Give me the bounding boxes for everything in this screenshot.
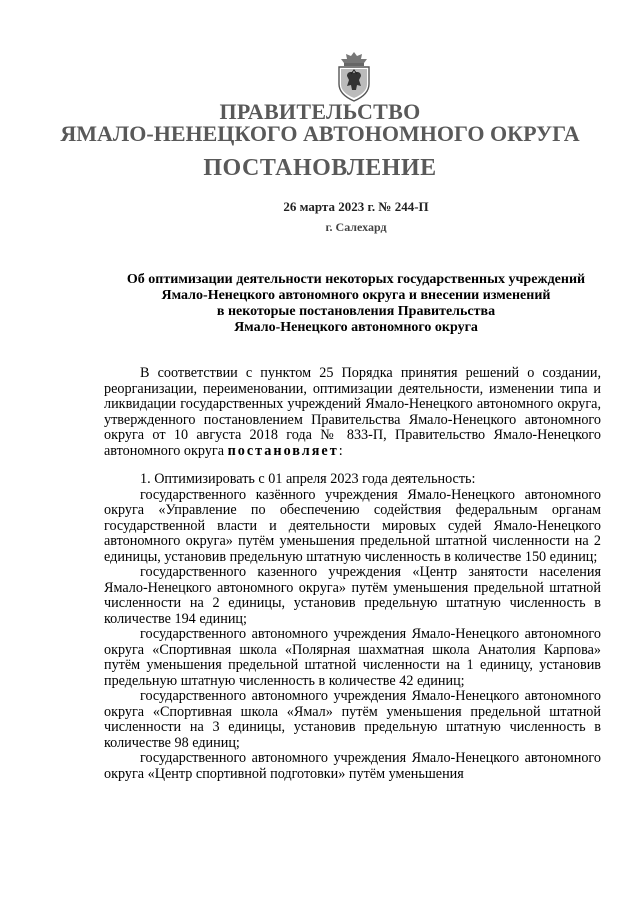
date-number: 26 марта 2023 г. № 244-П (283, 199, 429, 214)
government-title-line2: ЯМАЛО-НЕНЕЦКОГО АВТОНОМНОГО ОКРУГА (60, 121, 580, 146)
title-line: в некоторые постановления Правительства (216, 304, 496, 319)
sub-item: государственного автономного учреждения Ямало-Ненецкого автономного округа «Спортивная школа «Ямал» путём уменьшения предельной штатной численности на 3 единицы, установив предельную штатную численность в количестве 98 единиц; (104, 688, 601, 751)
preamble-text: В соответствии с пунктом 25 Порядка принятия решений о создании, реорганизации, переименовании, оптимизации деятельности, изменении типа и ликвидации государственных учреждений Ямало-Ненецкого автономного округа, утвержденного постановлением Правительства Ямало-Ненецкого автономного округа от 10 августа 2018 года № 833-П, Правительство Ямало-Ненецкого автономного округа (104, 365, 601, 459)
city: г. Салехард (325, 220, 387, 234)
preamble-colon: : (338, 442, 343, 459)
title-line: Ямало-Ненецкого автономного округа (234, 320, 478, 335)
title-line: Об оптимизации деятельности некоторых государственных учреждений (126, 272, 586, 287)
document-type: ПОСТАНОВЛЕНИЕ (203, 155, 437, 181)
item-1: 1. Оптимизировать с 01 апреля 2023 года деятельность: (140, 471, 476, 487)
document-title (60, 272, 640, 336)
title-line: Ямало-Ненецкого автономного округа и внесении изменений (161, 288, 551, 303)
preamble-paragraph (104, 366, 601, 459)
sub-item: государственного автономного учреждения Ямало-Ненецкого автономного округа «Центр спортивной подготовки» путём уменьшения (104, 750, 601, 782)
item-list (104, 472, 601, 782)
government-title-line1: ПРАВИТЕЛЬСТВО (219, 99, 421, 124)
sub-item: государственного казённого учреждения Ямало-Ненецкого автономного округа «Управление по обеспечению содействия федеральным органам государственной власти и деятельности мировых судей Ямало-Ненецкого автономного округа» путём уменьшения предельной штатной численности на 2 единицы, установив предельную штатную численность в количестве 150 единиц; (104, 486, 601, 565)
preamble (104, 366, 601, 459)
sub-item: государственного казенного учреждения «Центр занятости населения Ямало-Ненецкого автономного округа» путём уменьшения предельной штатной численности на 2 единицы, установив предельную штатную численность в количестве 194 единиц; (104, 564, 601, 627)
coat-of-arms-icon (331, 50, 377, 102)
decree-word: постановляет (227, 442, 339, 459)
sub-item: государственного автономного учреждения Ямало-Ненецкого автономного округа «Спортивная школа «Полярная шахматная школа Анатолия Карпова» путём уменьшения предельной штатной численности на 1 единицу, установив предельную штатную численность в количестве 42 единиц; (104, 626, 601, 689)
